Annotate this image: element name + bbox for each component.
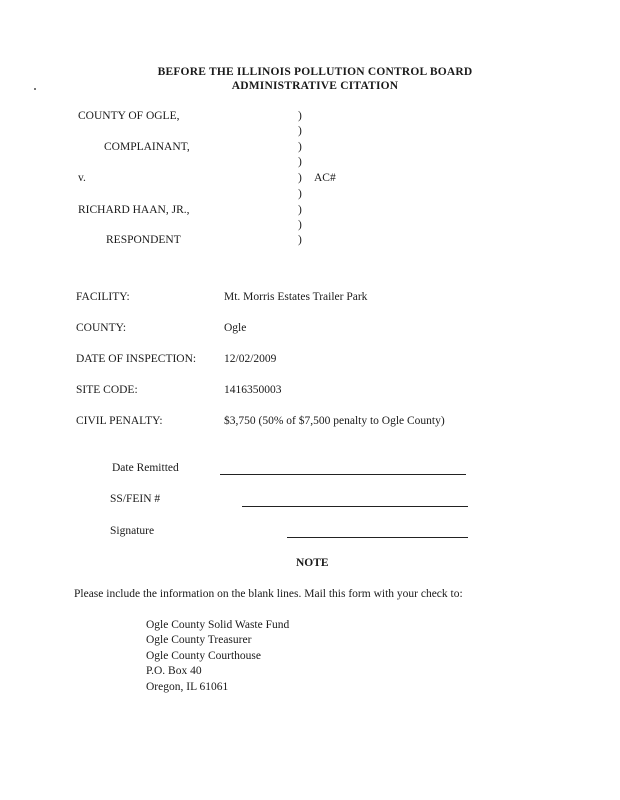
ss-fein-line[interactable] [242, 506, 468, 507]
address-line: Ogle County Treasurer [146, 634, 252, 646]
caption-paren: ) [298, 172, 302, 184]
caption-paren: ) [298, 125, 302, 137]
caption-paren: ) [298, 156, 302, 168]
caption-paren: ) [298, 234, 302, 246]
facility-label: FACILITY: [76, 291, 130, 303]
civil-penalty-value: $3,750 (50% of $7,500 penalty to Ogle County) [224, 415, 445, 427]
county-value: Ogle [224, 322, 247, 334]
ac-number-label: AC# [314, 172, 336, 184]
caption-paren: ) [298, 188, 302, 200]
date-remitted-line[interactable] [220, 474, 466, 475]
ss-fein-label: SS/FEIN # [110, 493, 161, 505]
address-line: Oregon, IL 61061 [146, 681, 229, 693]
board-title: BEFORE THE ILLINOIS POLLUTION CONTROL BOARD [157, 66, 473, 78]
caption-county: COUNTY OF OGLE, [78, 110, 180, 122]
facility-value: Mt. Morris Estates Trailer Park [224, 291, 368, 303]
date-remitted-label: Date Remitted [112, 462, 179, 474]
site-code-label: SITE CODE: [76, 384, 138, 396]
inspection-date-value: 12/02/2009 [224, 353, 277, 365]
address-line: Ogle County Courthouse [146, 650, 261, 662]
caption-versus: v. [78, 172, 86, 184]
note-instruction: Please include the information on the blank lines. Mail this form with your check to: [74, 588, 463, 600]
caption-paren: ) [298, 141, 302, 153]
county-label: COUNTY: [76, 322, 127, 334]
civil-penalty-label: CIVIL PENALTY: [76, 415, 163, 427]
address-line: Ogle County Solid Waste Fund [146, 619, 290, 631]
note-heading: NOTE [296, 557, 329, 569]
caption-complainant: COMPLAINANT, [104, 141, 190, 153]
signature-label: Signature [110, 525, 155, 537]
site-code-value: 1416350003 [224, 384, 282, 396]
signature-line[interactable] [287, 537, 468, 538]
inspection-date-label: DATE OF INSPECTION: [76, 353, 197, 365]
caption-paren: ) [298, 219, 302, 231]
citation-title: ADMINISTRATIVE CITATION [231, 80, 399, 92]
caption-paren: ) [298, 204, 302, 216]
caption-paren: ) [298, 110, 302, 122]
caption-respondent-name: RICHARD HAAN, JR., [78, 204, 190, 216]
caption-respondent-label: RESPONDENT [106, 234, 181, 246]
address-line: P.O. Box 40 [146, 665, 202, 677]
